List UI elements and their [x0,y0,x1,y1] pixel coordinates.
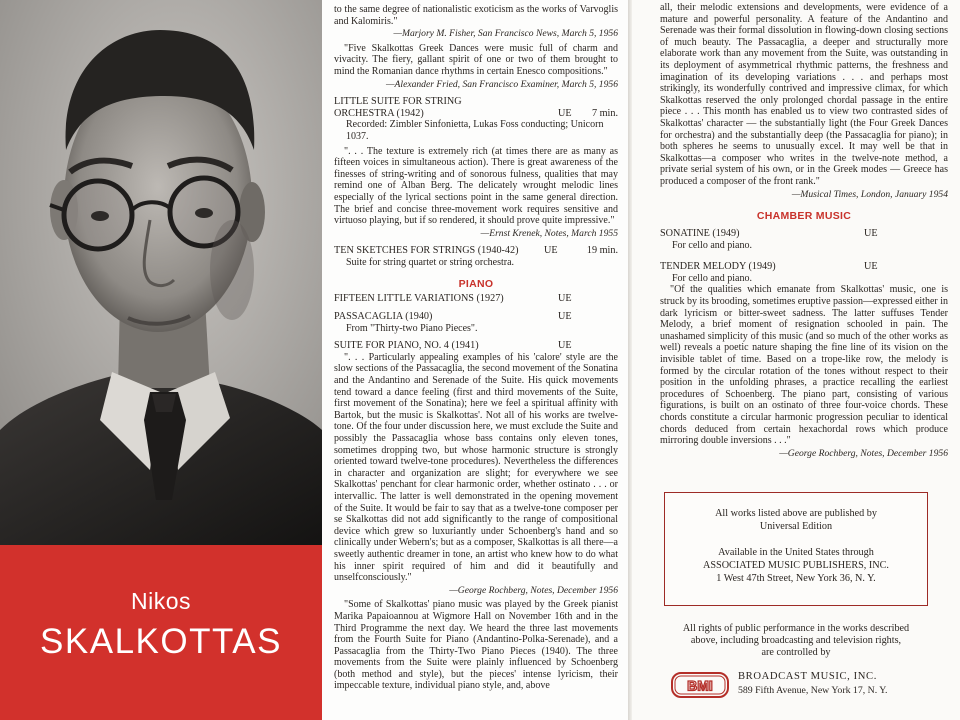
work-entry-ten-sketches [334,245,618,257]
rights-line: All rights of public performance in the works described [682,623,910,634]
work-title: ORCHESTRA (1942) [334,107,424,119]
publisher-box-line: 1 West 47th Street, New York 36, N. Y. [716,573,876,584]
work-publisher: UE [558,340,572,352]
publisher-box-line: Available in the United States through [718,547,874,558]
work-entry-passacaglia [334,311,618,323]
review-source: —Marjory M. Fisher, San Francisco News, March 5, 1956 [393,28,618,40]
section-heading-chamber-music: CHAMBER MUSIC [756,210,852,223]
review-source: —George Rochberg, Notes, December 1956 [449,584,618,596]
work-note: For cello and piano. [672,239,752,251]
publisher-box-line: All works listed above are published by [715,508,877,519]
work-note: Suite for string quartet or string orchestra. [346,256,515,268]
right-column [660,2,948,459]
bmi-address: 589 Fifth Avenue, New York 17, N. Y. [738,685,888,696]
review-text: "Five Skalkottas Greek Dances were music full of charm and vivacity. The fiery, gallant spirit of one or two of them brought to mind the Romanian dance rhythms in certain Enesco compositions." [334,42,618,77]
work-title: SUITE FOR PIANO, NO. 4 (1941) [334,340,479,352]
cover-first-name: Nikos [130,588,191,614]
review-source: —Ernst Krenek, Notes, March 1955 [480,227,618,239]
work-publisher: UE [864,228,878,240]
section-heading-piano: PIANO [458,278,494,291]
catalog-page-middle [322,0,628,720]
performance-rights-notice [664,623,928,659]
cover-last-name: SKALKOTTAS [40,622,282,661]
bmi-name: BROADCAST MUSIC, INC. [738,671,877,682]
work-duration: 19 min. [586,245,618,257]
work-title: PASSACAGLIA (1940) [334,311,433,323]
rights-line: are controlled by [761,647,831,658]
work-publisher: UE [558,107,572,119]
rights-line: above, including broadcasting and television rights, [690,635,902,646]
work-title: FIFTEEN LITTLE VARIATIONS (1927) [334,293,504,305]
work-publisher: UE [544,245,558,257]
review-text: to the same degree of nationalistic exoticism as the works of Varvoglis and Kalomiris." [334,4,618,27]
work-title: TEN SKETCHES FOR STRINGS (1940-42) [334,245,519,257]
review-text: ". . . Particularly appealing examples of his 'calore' style are the slow sections of the Passacaglia, the second movement of the Sonatina and the Andantino and Serenade of the Suite. His quick movements tend toward a dance feeling (first and third movements of the Suite, first movement of the Sonatina); here we feel a spiritual affinity with Bartok, but the music is Skalkottas'. Not all of his works are twelve-tone. Of the four under discussion here, we must exclude the Suite and possibly the Passacaglia whose bass contains only eleven tones, sometimes dropping two, but whose harmonic structure is strongly oriented toward twelve-tone procedures). Nevertheless the differences in character and organization are slight; for everywhere we see Skalkottas' penchant for clear harmonic order, whether ostinato . . . or intervallic. The latter is well demonstrated in the opening movement of the Suite. It would be fair to say that as a twelve-tone composer per se Skalkottas did not add significantly to the range of compositional device which grew so luxuriantly under Schoenberg's hand and so clinically under Webern's; but as a composer, Skalkottas is all there—a sweetly authentic dreamer in tone, an artist who knew how to do what his inner spirit required of him and did it beautifully and unselfconsciously." [334,351,618,584]
work-publisher: UE [558,311,572,323]
review-source: —Musical Times, London, January 1954 [791,188,948,200]
review-text: "Of the qualities which emanate from Skalkottas' music, one is struck by its brooding, sometimes eruptive passion—expressed either in dark lyricism or bitter-sweet sadness. The latter suffuses Tender Melody, a brief moment of resignation schooled in pain. The unashamed simplicity of this music (and so much of the other works as well) reveals a poetic nature shaping the fine line of its vision on the invisible tablet of time. Based on a trope-like row, the melody is formed by the circular rotation of the tones without respect to their position in the unfolding phrases, a practice recalling the earliest procedures of Schoenberg. The piano part, consisting of various figurations, is built on an ostinato of three four-voice chords. These chords constitute a circular harmonic progression peculiar to identical chords deduced from certain hexachordal rows which produce mirroring double inversions . . ." [660,284,949,447]
composer-portrait-photo [0,0,322,545]
work-entry-suite-4 [334,340,618,352]
publisher-box-line: ASSOCIATED MUSIC PUBLISHERS, INC. [703,560,889,571]
work-entry-little-suite [334,96,618,119]
review-text: all, their melodic extensions and developments, were evidence of a mature and powerful personality. A feature of the Andantino and Serenade was their formal dissolution in flowing-down closing sections of much beauty. The Passacaglia, a deeper and structurally more elaborate work than any movement from the Suite, was outstanding in its deployment of asymmetrical rhythmic patterns, the freshness and imagination of its developing variations . . . and perhaps most strikingly, its wonderfully contrived and impressive climax, for which Skalkottas reserved the only prolonged chordal passage in the entire piece . . . This month has enabled us to view two contrasted sides of Skalkottas' character — the substantially light (the Four Greek Dances for orchestra) and the substantially deep (the Passacaglia for piano); in both spheres he seems to unusually excel. It may well be that in Skalkottas—a composer who writes in the twelve-note method, a private serial system of his own, or in the Greek modes — Greece has produced a composer of the front rank." [660,2,948,187]
work-title: LITTLE SUITE FOR STRING [334,96,462,108]
review-text: ". . . The texture is extremely rich (at times there are as many as fifteen voices in simultaneous action). There is great awareness of the finesses of string-writing and of sonorous fulness, qualities that may remind one of Alban Berg. The delicately wrought melodic lines especially of the lyrical sections point in the same general direction. The brief and concise three-movement work requires sensitive and virtuoso playing, but if so rendered, it should prove quite impressive." [334,145,618,227]
review-text: "Some of Skalkottas' piano music was played by the Greek pianist Marika Papaioannou at Wigmore Hall on November 16th and in the Third Programme the next day. We heard the three last movements from the Fourth Suite for Piano (Andantino-Polka-Serenade), and a Passacaglia from the Thirty-Two Piano Pieces (1940). The three movements from the Suite were plainly influenced by Schoenberg (both method and style), but the pieces' intense lyricism, their impeccable texture, individual piano style, and, above [334,599,618,692]
work-entry-sonatine [660,228,948,240]
work-title: SONATINE (1949) [660,228,740,240]
work-publisher: UE [864,261,878,273]
work-entry-tender-melody [660,261,948,273]
work-duration: 7 min. [591,107,618,119]
work-note: For cello and piano. [672,272,752,284]
review-source: —Alexander Fried, San Francisco Examiner, March 5, 1956 [386,78,618,90]
portrait-image [0,0,322,545]
publisher-box-line: Universal Edition [759,521,833,532]
work-entry-fifteen-variations [334,293,618,305]
middle-column [334,4,618,692]
recording-note: Recorded: Zimbler Sinfonietta, Lukas Foss conducting; Unicorn 1037. [346,119,604,142]
cover-panel [0,0,322,720]
work-title: TENDER MELODY (1949) [660,261,776,273]
bmi-logo-text: BMI [687,677,713,694]
bmi-logo-icon [671,672,729,698]
catalog-page-right [632,0,960,720]
work-publisher: UE [558,293,572,305]
publisher-box [664,492,928,606]
review-source: —George Rochberg, Notes, December 1956 [779,447,948,459]
work-note: From "Thirty-two Piano Pieces". [346,322,478,334]
